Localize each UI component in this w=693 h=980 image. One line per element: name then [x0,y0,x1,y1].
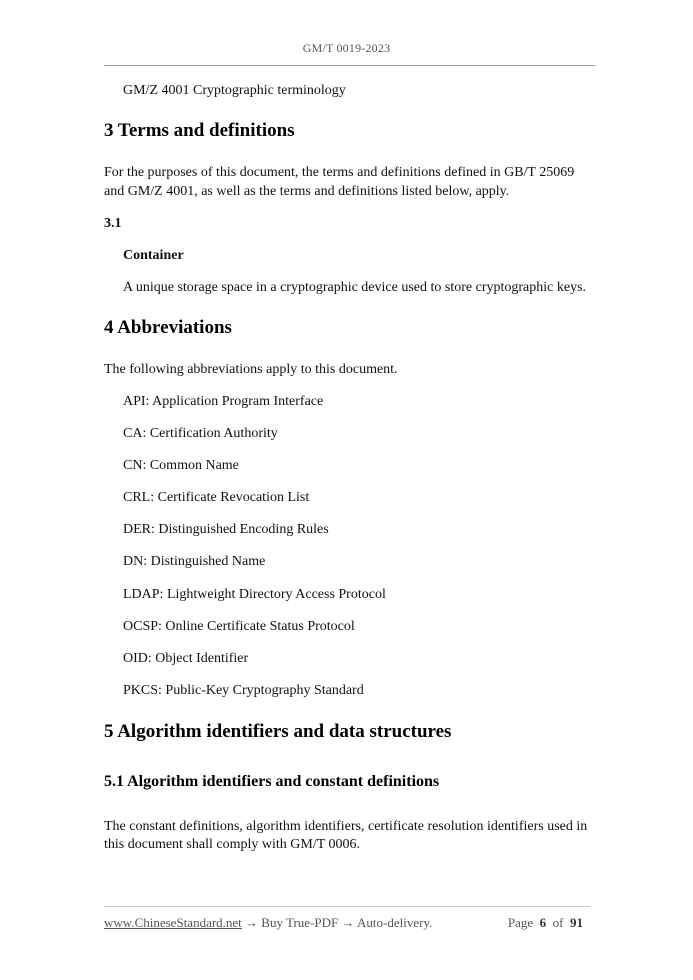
abbreviation-item: OCSP: Online Certificate Status Protocol [123,619,355,634]
buy-pdf-text: Buy True-PDF [261,915,339,930]
page-current: 6 [539,915,547,930]
term-name: Container [123,248,184,263]
header-divider [104,65,595,66]
abbreviation-item: CRL: Certificate Revocation List [123,490,310,505]
abbreviation-item: CN: Common Name [123,458,239,473]
page-of-label: of [552,915,564,930]
section-3-heading: 3 Terms and definitions [104,120,295,141]
term-definition: A unique storage space in a cryptographic device used to store cryptographic keys. [123,280,587,295]
abbreviation-item: DN: Distinguished Name [123,554,266,569]
arrow-right-icon: → [245,915,259,930]
section-5-1-paragraph-line-2: this document shall comply with GM/T 0006. [104,837,361,852]
term-number: 3.1 [104,216,122,231]
arrow-right-icon: → [341,915,355,930]
auto-delivery-text: Auto-delivery. [357,915,433,930]
footer-promo [104,915,432,931]
section-5-1-heading: 5.1 Algorithm identifiers and constant definitions [104,773,440,790]
abbreviation-item: PKCS: Public-Key Cryptography Standard [123,683,364,698]
abbreviation-item: CA: Certification Authority [123,426,278,441]
page-indicator [508,915,583,931]
abbreviation-item: OID: Object Identifier [123,651,249,666]
section-3-paragraph-line-1: For the purposes of this document, the terms and definitions defined in GB/T 25069 [104,165,575,180]
section-5-heading: 5 Algorithm identifiers and data structures [104,721,452,742]
page-label: Page [507,915,534,930]
site-link[interactable]: www.ChineseStandard.net [104,915,242,930]
section-4-heading: 4 Abbreviations [104,317,232,338]
section-5-1-paragraph-line-1: The constant definitions, algorithm identifiers, certificate resolution identifiers used in [104,819,588,834]
abbreviation-item: API: Application Program Interface [123,394,324,409]
section-4-intro: The following abbreviations apply to this document. [104,362,398,377]
abbreviation-item: DER: Distinguished Encoding Rules [123,522,329,537]
section-3-paragraph-line-2: and GM/Z 4001, as well as the terms and definitions listed below, apply. [104,184,510,199]
abbreviation-item: LDAP: Lightweight Directory Access Protocol [123,587,386,602]
footer-divider [104,906,590,907]
page-header-doc-code: GM/T 0019-2023 [302,41,391,55]
normative-reference-item: GM/Z 4001 Cryptographic terminology [123,83,346,98]
page-total: 91 [570,915,583,930]
